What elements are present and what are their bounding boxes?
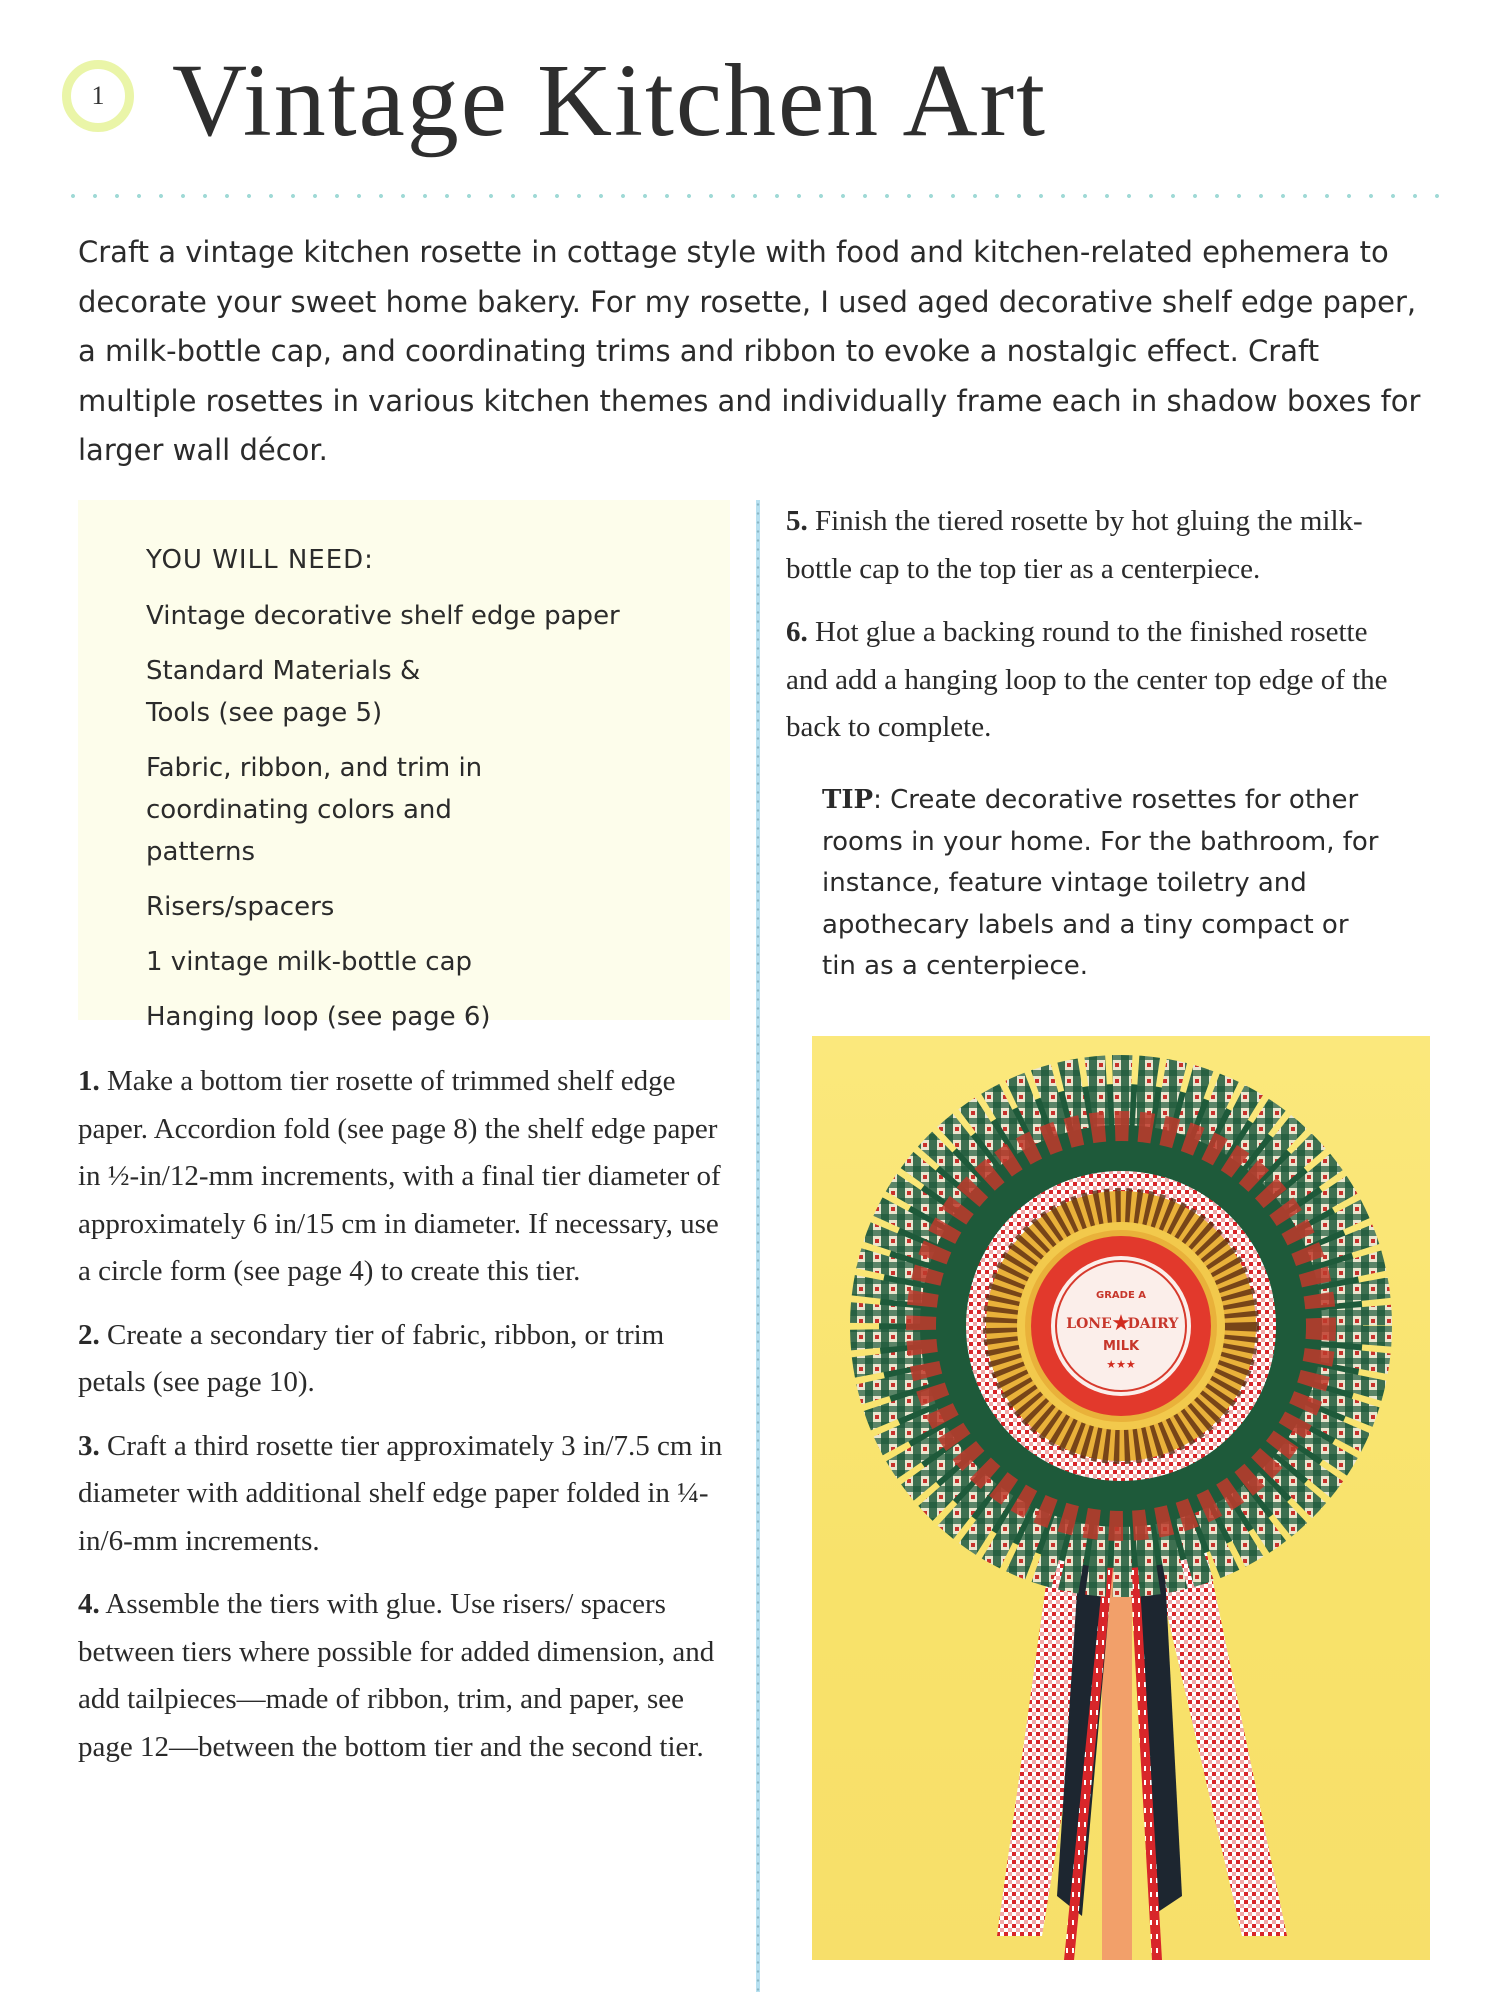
page-title: Vintage Kitchen Art bbox=[172, 43, 1048, 158]
materials-item: 1 vintage milk-bottle cap bbox=[146, 947, 473, 977]
step-6 bbox=[786, 609, 1406, 752]
rosette-photo bbox=[812, 1036, 1430, 1960]
intro-paragraph: Craft a vintage kitchen rosette in cottage style with food and kitchen-related ephemera to decorate your sweet home bakery. For my rosette, I used aged decorative shelf edge paper, a milk-bottle cap, and coordinating trims and ribbon to evoke a nostalgic effect. Craft multiple rosettes in various kitchen themes and individually frame each in shadow boxes for larger wall décor. bbox=[78, 235, 1421, 467]
materials-item: Hanging loop (see page 6) bbox=[146, 1002, 491, 1032]
step-text: Craft a third rosette tier approximately 3 in/7.5 cm in diameter with additional shelf edge paper folded in ¼-in/6-mm increments. bbox=[78, 1429, 723, 1557]
materials-item: Standard Materials & Tools (see page 5) bbox=[146, 656, 421, 728]
step-2 bbox=[78, 1312, 718, 1407]
tip-text: : Create decorative rosettes for other rooms in your home. For the bathroom, for instance, feature vintage toiletry and apothecary labels and a tiny compact or tin as a centerpiece. bbox=[822, 785, 1379, 981]
step-3 bbox=[78, 1423, 728, 1566]
tip-label: TIP bbox=[822, 785, 874, 815]
materials-list bbox=[146, 595, 730, 1038]
step-number: 3. bbox=[78, 1429, 100, 1462]
step-1 bbox=[78, 1058, 728, 1296]
materials-item: Vintage decorative shelf edge paper bbox=[146, 601, 620, 631]
cap-right-text: DAIRY bbox=[1127, 1316, 1179, 1332]
cap-left-text: LONE bbox=[1066, 1316, 1112, 1332]
steps-right-column bbox=[786, 498, 1416, 768]
step-text: Finish the tiered rosette by hot gluing the milk-bottle cap to the top tier as a centerpiece. bbox=[786, 505, 1363, 585]
step-number: 4. bbox=[78, 1588, 100, 1620]
step-text: Hot glue a backing round to the finished rosette and add a hanging loop to the center top edge of the back to complete. bbox=[786, 616, 1388, 743]
materials-item: Fabric, ribbon, and trim in coordinating colors and patterns bbox=[146, 753, 483, 867]
step-4 bbox=[78, 1581, 718, 1771]
step-text: Make a bottom tier rosette of trimmed shelf edge paper. Accordion fold (see page 8) the shelf edge paper in ½-in/12-mm increments, with a final tier diameter of approximately 6 in/15 cm in diameter. If necessary, use a circle form (see page 4) to create this tier. bbox=[78, 1065, 721, 1287]
step-number: 1. bbox=[78, 1065, 100, 1097]
step-number: 2. bbox=[78, 1318, 100, 1351]
step-text: Assemble the tiers with glue. Use risers/ spacers between tiers where possible for added dimension, and add tailpieces—made of ribbon, trim, and paper, see page 12—between the bottom tier and the second tier. bbox=[78, 1588, 715, 1763]
column-divider bbox=[756, 500, 760, 1992]
rosette-illustration bbox=[812, 1036, 1430, 1960]
step-5 bbox=[786, 498, 1416, 593]
step-number: 6. bbox=[786, 616, 808, 648]
cap-grade-text: GRADE A bbox=[1096, 1290, 1146, 1301]
step-number: 5. bbox=[786, 505, 808, 537]
steps-left-column bbox=[78, 1058, 738, 1787]
chapter-number-badge bbox=[62, 60, 134, 132]
materials-box bbox=[78, 500, 730, 1032]
cap-bottom-text: MILK bbox=[1102, 1339, 1140, 1354]
cap-star-icon: ★ bbox=[1111, 1310, 1131, 1335]
materials-item: Risers/spacers bbox=[146, 892, 335, 922]
tip-callout bbox=[822, 780, 1382, 988]
step-text: Create a secondary tier of fabric, ribbon, or trim petals (see page 10). bbox=[78, 1318, 665, 1398]
materials-heading: YOU WILL NEED: bbox=[146, 545, 374, 575]
dotted-divider bbox=[62, 193, 1442, 199]
cap-stars: ★★★ bbox=[1106, 1359, 1136, 1371]
chapter-number: 1 bbox=[91, 81, 105, 110]
